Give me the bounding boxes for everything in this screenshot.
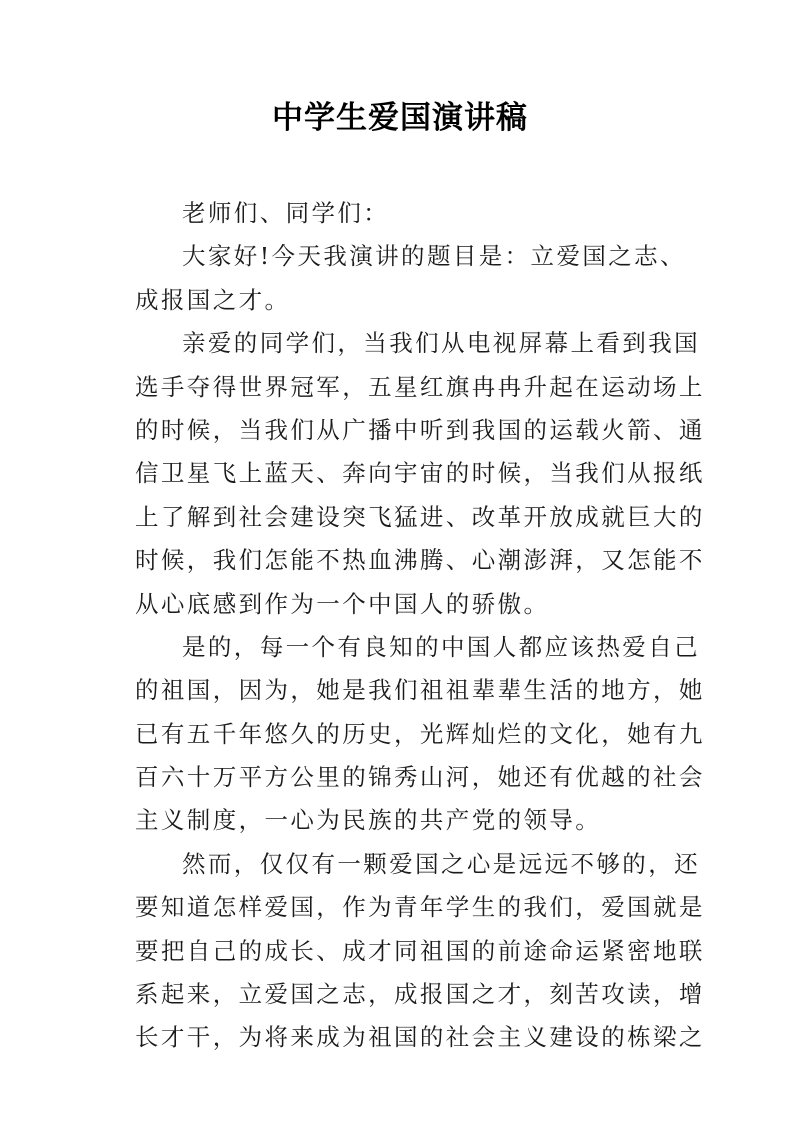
document-title: 中学生爱国演讲稿 [272, 100, 528, 136]
text-line: 已有五千年悠久的历史，光辉灿烂的文化，她有九 [135, 719, 705, 748]
text-line: 从心底感到作为一个中国人的骄傲。 [135, 589, 550, 618]
text-line: 时候，我们怎能不热血沸腾、心潮澎湃，又怎能不 [135, 546, 705, 575]
text-line: 的祖国，因为，她是我们祖祖辈辈生活的地方，她 [135, 676, 705, 705]
text-line: 主义制度，一心为民族的共产党的领导。 [135, 806, 602, 835]
text-line: 长才干，为将来成为祖国的社会主义建设的栋梁之 [135, 1023, 705, 1052]
text-line: 老师们、同学们： [182, 199, 390, 227]
text-line: 是的，每一个有良知的中国人都应该热爱自己 [182, 632, 700, 661]
text-line: 要知道怎样爱国，作为青年学生的我们，爱国就是 [135, 893, 705, 922]
document-body [135, 192, 705, 1060]
text-line: 信卫星飞上蓝天、奔向宇宙的时候，当我们从报纸 [135, 459, 705, 488]
text-line: 的时候，当我们从广播中听到我国的运载火箭、通 [135, 415, 705, 444]
text-line: 系起来，立爱国之志，成报国之才，刻苦攻读，增 [135, 980, 705, 1009]
text-line: 大家好!今天我演讲的题目是：立爱国之志、 [182, 242, 686, 271]
text-line: 百六十万平方公里的锦秀山河，她还有优越的社会 [135, 763, 705, 792]
text-line: 要把自己的成长、成才同祖国的前途命运紧密地联 [135, 936, 705, 965]
text-line: 成报国之才。 [135, 285, 291, 314]
text-line: 然而，仅仅有一颗爱国之心是远远不够的，还 [182, 849, 700, 878]
text-line: 选手夺得世界冠军，五星红旗冉冉升起在运动场上 [135, 372, 705, 401]
text-line: 亲爱的同学们，当我们从电视屏幕上看到我国 [182, 329, 700, 358]
text-line: 上了解到社会建设突飞猛进、改革开放成就巨大的 [135, 502, 705, 531]
